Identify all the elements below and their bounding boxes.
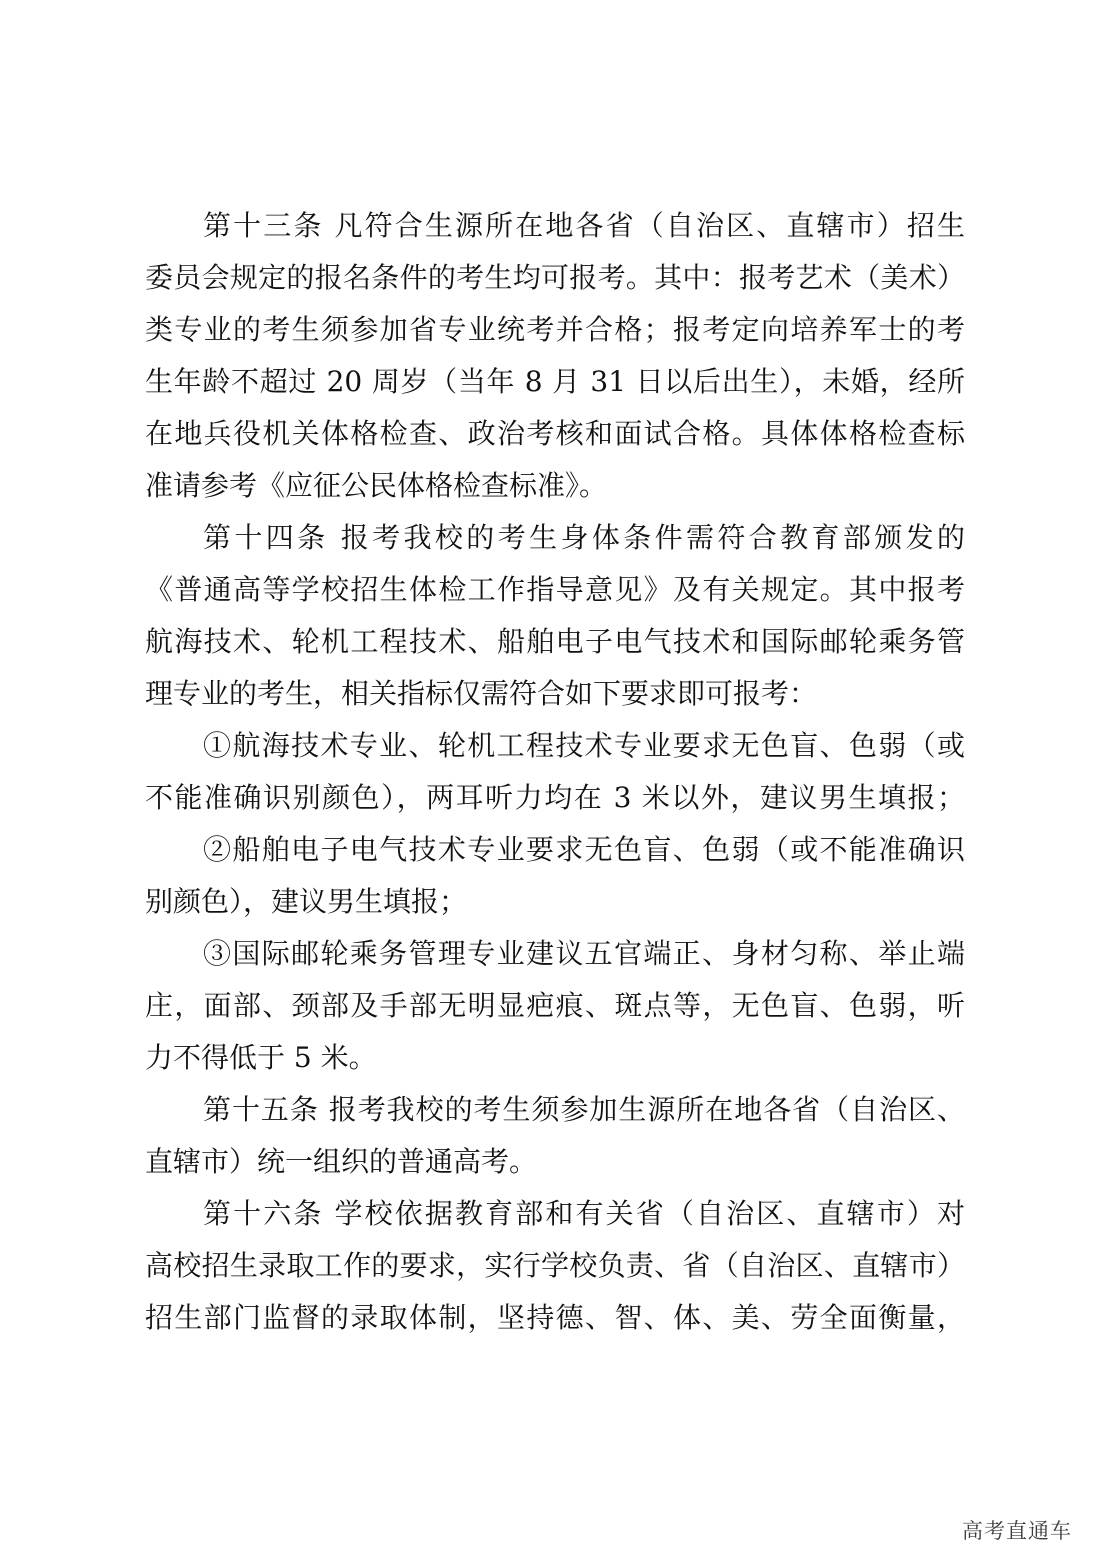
paragraph-line: 委员会规定的报名条件的考生均可报考。其中：报考艺术（美术） xyxy=(145,261,965,294)
paragraph-line: 类专业的考生须参加省专业统考并合格；报考定向培养军士的考 xyxy=(145,313,965,346)
paragraph-line: 第十六条 学校依据教育部和有关省（自治区、直辖市）对 xyxy=(203,1197,965,1230)
paragraph-line: ③国际邮轮乘务管理专业建议五官端正、身材匀称、举止端 xyxy=(203,937,965,970)
paragraph-line: 力不得低于 5 米。 xyxy=(145,1041,377,1074)
paragraph-line: 《普通高等学校招生体检工作指导意见》及有关规定。其中报考 xyxy=(145,573,965,606)
paragraph-line: ②船舶电子电气技术专业要求无色盲、色弱（或不能准确识 xyxy=(203,833,965,866)
paragraph-line: 生年龄不超过 20 周岁（当年 8 月 31 日以后出生），未婚，经所 xyxy=(145,365,965,398)
paragraph-line: ①航海技术专业、轮机工程技术专业要求无色盲、色弱（或 xyxy=(203,729,965,762)
paragraph-line: 招生部门监督的录取体制，坚持德、智、体、美、劳全面衡量， xyxy=(145,1301,965,1334)
paragraph-line: 准请参考《应征公民体格检查标准》。 xyxy=(145,469,608,502)
paragraph-line: 不能准确识别颜色），两耳听力均在 3 米以外，建议男生填报； xyxy=(145,781,965,814)
paragraph-line: 庄，面部、颈部及手部无明显疤痕、斑点等，无色盲、色弱，听 xyxy=(145,989,965,1022)
paragraph-line: 高校招生录取工作的要求，实行学校负责、省（自治区、直辖市） xyxy=(145,1249,965,1282)
paragraph-line: 在地兵役机关体格检查、政治考核和面试合格。具体体格检查标 xyxy=(145,417,965,450)
paragraph-line: 第十四条 报考我校的考生身体条件需符合教育部颁发的 xyxy=(203,521,965,554)
paragraph-line: 第十三条 凡符合生源所在地各省（自治区、直辖市）招生 xyxy=(203,209,965,242)
paragraph-line: 航海技术、轮机工程技术、船舶电子电气技术和国际邮轮乘务管 xyxy=(145,625,965,658)
paragraph-line: 理专业的考生，相关指标仅需符合如下要求即可报考： xyxy=(145,677,818,710)
paragraph-line: 直辖市）统一组织的普通高考。 xyxy=(145,1145,538,1178)
watermark-text: 高考直通车 xyxy=(962,1519,1072,1543)
paragraph-line: 别颜色），建议男生填报； xyxy=(145,885,468,918)
paragraph-line: 第十五条 报考我校的考生须参加生源所在地各省（自治区、 xyxy=(203,1093,965,1126)
